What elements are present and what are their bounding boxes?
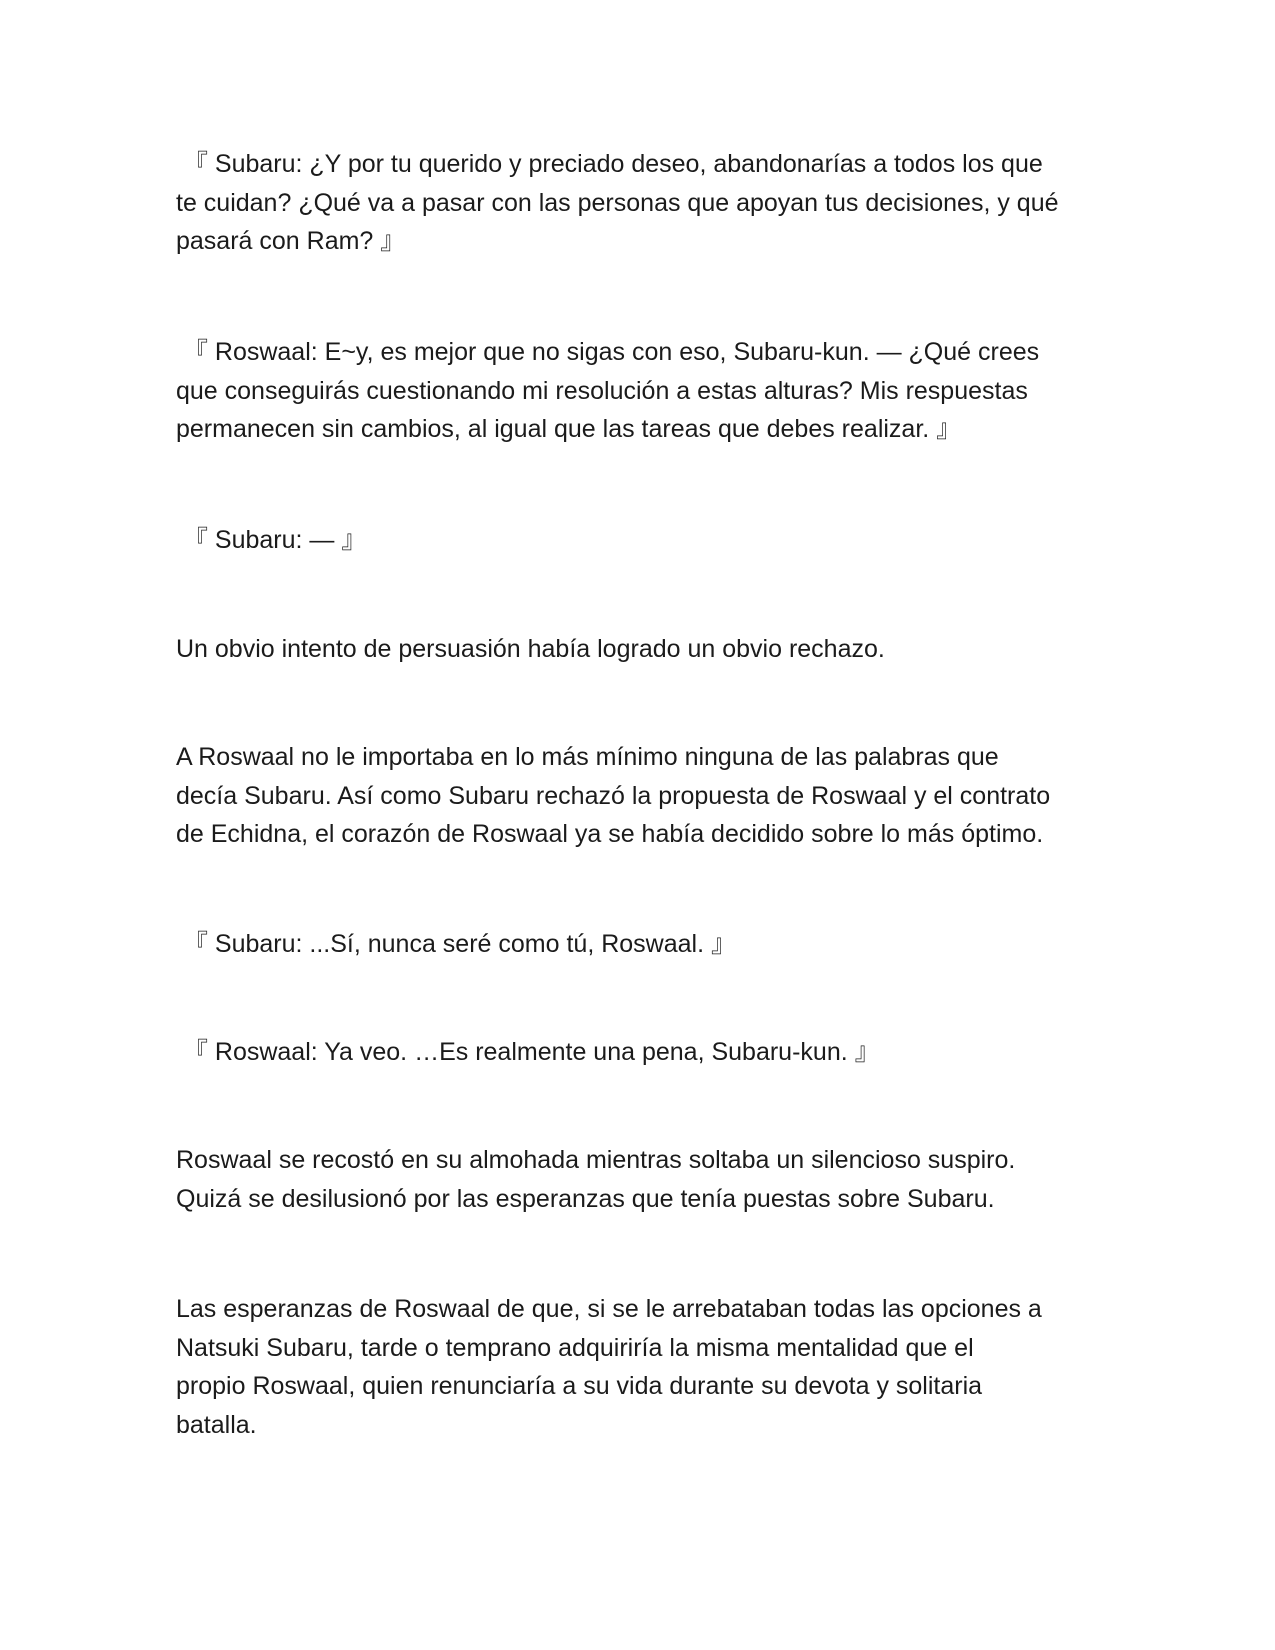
text-line: Quizá se desilusionó por las esperanzas que tenía puestas sobre Subaru.	[176, 1184, 995, 1213]
text-line: propio Roswaal, quien renunciaría a su vida durante su devota y solitaria	[176, 1372, 983, 1400]
text-line: A Roswaal no le importaba en lo más mínimo ninguna de las palabras que	[176, 743, 999, 771]
dialogue-subaru-1	[176, 145, 1106, 261]
dialogue-roswaal-2	[176, 1033, 1106, 1072]
text-line: 『 Roswaal: Ya veo. …Es realmente una pena, Subaru-kun. 』	[176, 1038, 880, 1066]
text-line: permanecen sin cambios, al igual que las tareas que debes realizar. 』	[176, 415, 962, 443]
text-line: Natsuki Subaru, tarde o temprano adquiriría la misma mentalidad que el	[176, 1333, 974, 1362]
text-line: 『 Subaru: ...Sí, nunca seré como tú, Roswaal. 』	[176, 930, 736, 958]
text-line: que conseguirás cuestionando mi resolución a estas alturas? Mis respuestas	[176, 376, 1028, 405]
narration-paragraph-3	[176, 1141, 1106, 1218]
narration-paragraph-4	[176, 1290, 1106, 1444]
text-line: decía Subaru. Así como Subaru rechazó la propuesta de Roswaal y el contrato	[176, 781, 1051, 810]
narration-paragraph-1	[176, 630, 1106, 669]
text-line: 『 Subaru: ¿Y por tu querido y preciado deseo, abandonarías a todos los que	[176, 150, 1043, 178]
text-line: Roswaal se recostó en su almohada mientras soltaba un silencioso suspiro.	[176, 1146, 1016, 1174]
text-line: Las esperanzas de Roswaal de que, si se le arrebataban todas las opciones a	[176, 1295, 1042, 1323]
dialogue-subaru-3	[176, 925, 1106, 964]
text-line: pasará con Ram? 』	[176, 227, 406, 255]
text-line: batalla.	[176, 1410, 257, 1439]
text-line: 『 Roswaal: E~y, es mejor que no sigas con eso, Subaru-kun. — ¿Qué crees	[176, 338, 1040, 366]
dialogue-roswaal-1	[176, 333, 1106, 449]
text-line: Un obvio intento de persuasión había logrado un obvio rechazo.	[176, 635, 885, 663]
text-line: 『 Subaru: — 』	[176, 526, 367, 554]
narration-paragraph-2	[176, 738, 1106, 854]
dialogue-subaru-2	[176, 521, 1106, 560]
text-line: de Echidna, el corazón de Roswaal ya se había decidido sobre lo más óptimo.	[176, 820, 1044, 848]
text-line: te cuidan? ¿Qué va a pasar con las personas que apoyan tus decisiones, y qué	[176, 188, 1059, 217]
